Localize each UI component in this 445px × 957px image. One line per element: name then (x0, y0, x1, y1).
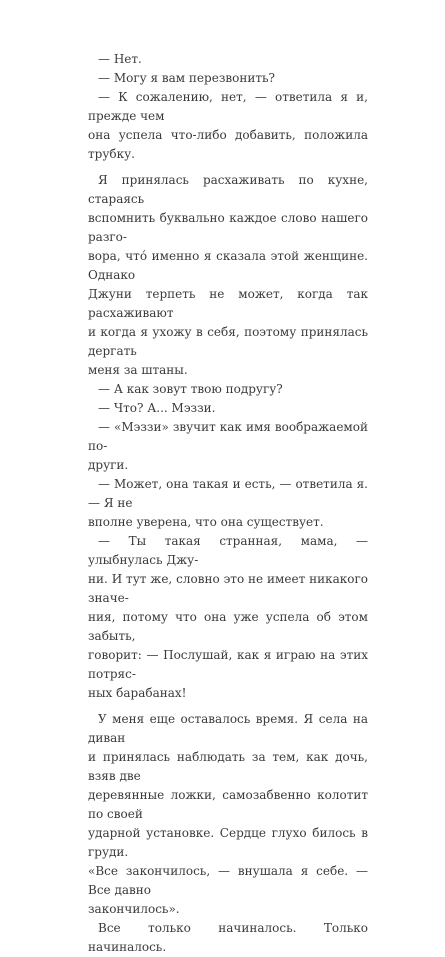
dialogue-line: — Может, она такая и есть, — ответила я. — Я не вполне уверена, что она существует. (88, 477, 368, 529)
body-text (88, 50, 368, 957)
paragraph: У меня еще оставалось время. Я села на диван и принялась наблюдать за тем, как дочь, взяв две деревянные ложки, самозабвенно колотит по своей ударной установке. Сердце глухо билось в груди. «Все закончилось, — внушала я себе. — Все давно закончилось». (88, 712, 368, 916)
dialogue-line: — «Мэззи» звучит как имя воображаемой по- други. (88, 420, 368, 472)
dialogue-line: — Могу я вам перезвонить? (98, 71, 275, 85)
dialogue-line: — Ты такая странная, мама, — улыбнулась Джу- ни. И тут же, словно это не имеет никакого значе- ния, потому что она уже успела об этом забыть, говорит: — Послушай, как я играю на этих потряс- ных барабанах! (88, 534, 368, 700)
paragraph: Все только начиналось. Только начиналось. (88, 921, 368, 954)
dialogue-line: — А как зовут твою подругу? (98, 382, 283, 396)
dialogue-line: — К сожалению, нет, — ответила я и, прежде чем она успела что-либо добавить, положила трубку. (88, 90, 368, 161)
dialogue-line: — Нет. (98, 52, 142, 66)
paragraph: Я принялась расхаживать по кухне, стараясь вспомнить буквально каждое слово нашего разго- вора, что́ именно я сказала этой женщине. Однако Джуни терпеть не может, когда так расхаживают и когда я ухожу в себя, поэтому принялась дергать меня за штаны. (88, 173, 368, 377)
dialogue-line: — Что? А... Мэззи. (98, 401, 216, 415)
